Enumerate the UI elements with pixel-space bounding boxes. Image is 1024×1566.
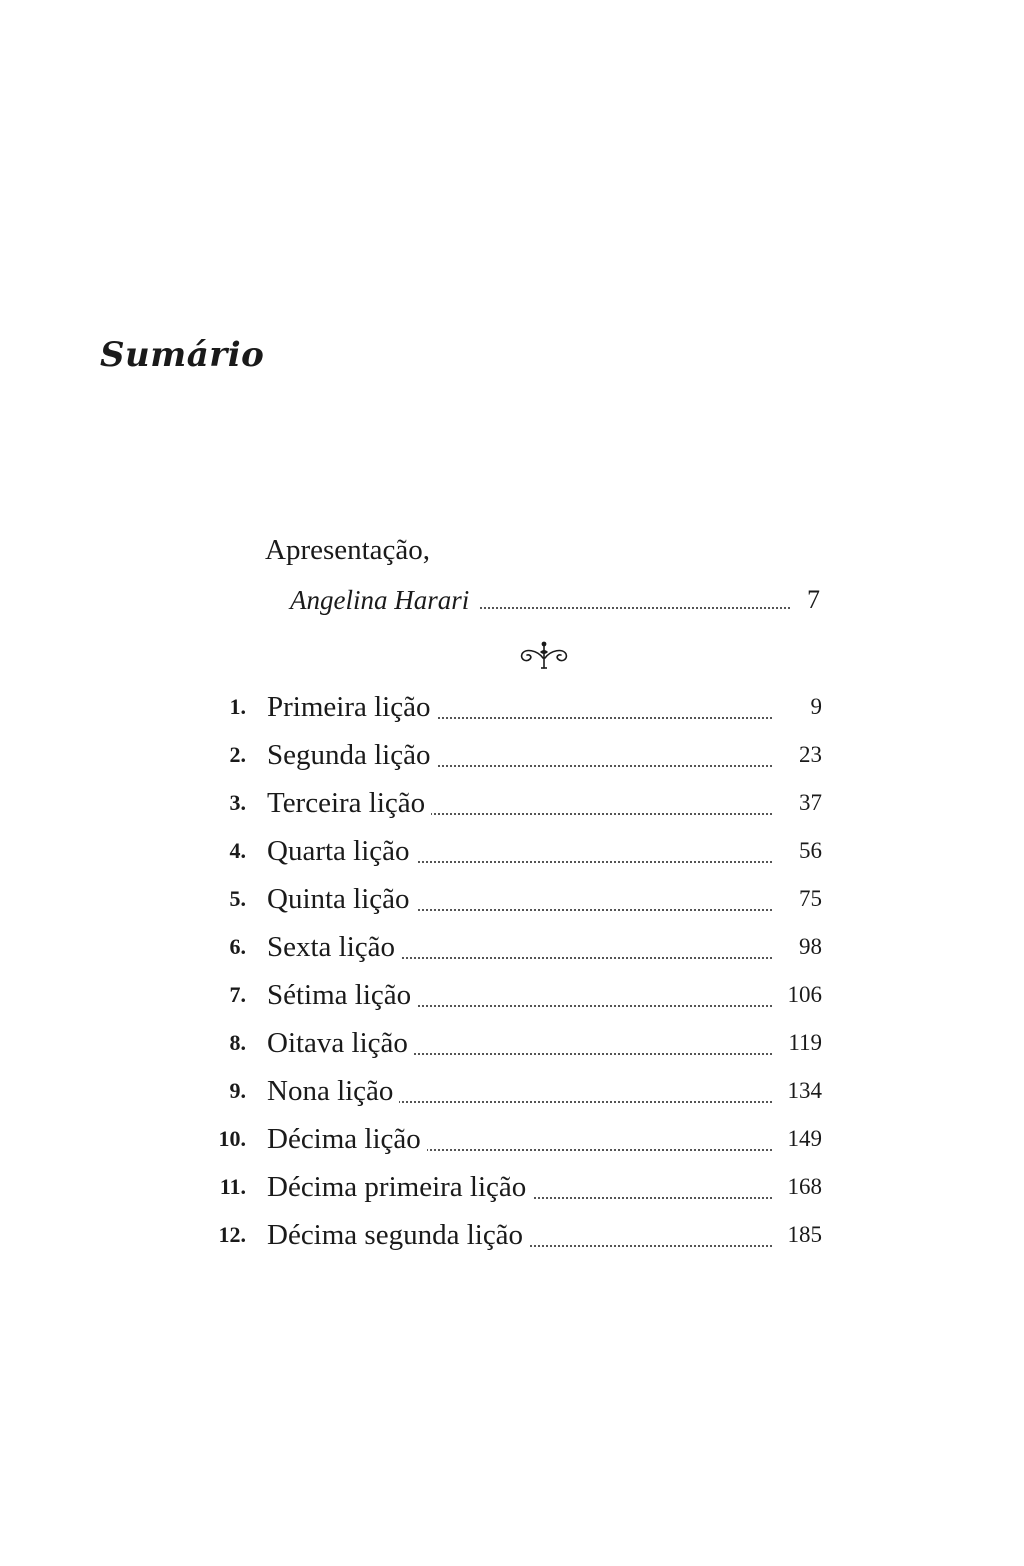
- toc-title: Décima segunda lição: [267, 1212, 529, 1258]
- toc-number: 8.: [229, 1030, 246, 1055]
- fleuron-icon: [517, 638, 571, 672]
- toc-list: [200, 684, 822, 1260]
- toc-number: 2.: [229, 742, 246, 767]
- toc-number: 10.: [218, 1126, 246, 1151]
- toc-entry-9[interactable]: [200, 1068, 822, 1116]
- intro-page-number: 7: [807, 585, 820, 614]
- toc-title: Décima lição: [267, 1116, 427, 1162]
- toc-number: 12.: [218, 1222, 246, 1247]
- toc-page-number: 56: [799, 838, 822, 863]
- intro-entry[interactable]: [290, 580, 820, 620]
- toc-title: Terceira lição: [267, 780, 431, 826]
- toc-title: Nona lição: [267, 1068, 399, 1114]
- dot-leader: [480, 607, 790, 609]
- toc-page-number: 134: [787, 1078, 822, 1103]
- toc-page-number: 185: [787, 1222, 822, 1247]
- toc-entry-3[interactable]: [200, 780, 822, 828]
- toc-page-number: 106: [787, 982, 822, 1007]
- toc-number: 4.: [229, 838, 246, 863]
- intro-author: Angelina Harari: [290, 585, 470, 615]
- toc-title: Quarta lição: [267, 828, 416, 874]
- toc-entry-12[interactable]: [200, 1212, 822, 1260]
- intro-label: Apresentação,: [265, 534, 431, 566]
- toc-entry-7[interactable]: [200, 972, 822, 1020]
- toc-page-number: 119: [788, 1030, 822, 1055]
- toc-page-number: 149: [787, 1126, 822, 1151]
- toc-title: Segunda lição: [267, 732, 436, 778]
- toc-number: 1.: [229, 694, 246, 719]
- toc-title: Primeira lição: [267, 684, 436, 730]
- toc-entry-11[interactable]: [200, 1164, 822, 1212]
- toc-title: Oitava lição: [267, 1020, 414, 1066]
- toc-number: 11.: [219, 1174, 246, 1199]
- toc-number: 3.: [229, 790, 246, 815]
- toc-title: Sétima lição: [267, 972, 417, 1018]
- toc-number: 9.: [229, 1078, 246, 1103]
- toc-page-number: 9: [810, 694, 822, 719]
- page-title: Sumário: [100, 335, 265, 375]
- toc-entry-2[interactable]: [200, 732, 822, 780]
- toc-entry-5[interactable]: [200, 876, 822, 924]
- toc-page-number: 37: [799, 790, 822, 815]
- toc-entry-6[interactable]: [200, 924, 822, 972]
- toc-number: 7.: [229, 982, 246, 1007]
- toc-number: 5.: [229, 886, 246, 911]
- toc-title: Décima primeira lição: [267, 1164, 532, 1210]
- toc-number: 6.: [229, 934, 246, 959]
- toc-page-number: 168: [787, 1174, 822, 1199]
- toc-entry-4[interactable]: [200, 828, 822, 876]
- toc-entry-10[interactable]: [200, 1116, 822, 1164]
- toc-page-number: 98: [799, 934, 822, 959]
- toc-title: Sexta lição: [267, 924, 401, 970]
- toc-page-number: 75: [799, 886, 822, 911]
- toc-entry-1[interactable]: [200, 684, 822, 732]
- toc-title: Quinta lição: [267, 876, 416, 922]
- toc-page-number: 23: [799, 742, 822, 767]
- toc-entry-8[interactable]: [200, 1020, 822, 1068]
